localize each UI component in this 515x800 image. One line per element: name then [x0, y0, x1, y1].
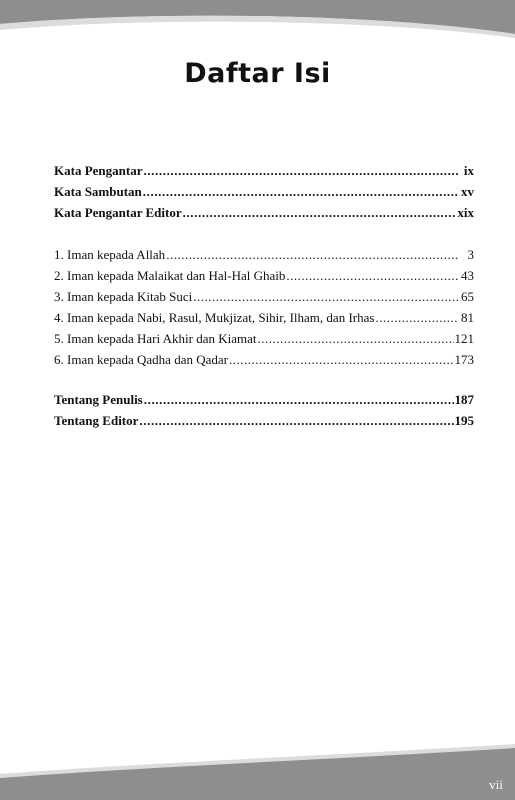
- toc-leader-dots: [193, 286, 459, 307]
- toc-leader-dots: [143, 160, 459, 181]
- toc-entry-label: Kata Pengantar: [54, 163, 143, 178]
- toc-entry-page: 187: [454, 392, 474, 407]
- toc-entry-page: 173: [454, 352, 474, 367]
- page-number-badge: vii: [480, 774, 512, 796]
- toc-entry-page: 65: [461, 289, 474, 304]
- toc-entry[interactable]: [54, 389, 474, 410]
- toc-entry-label: 2. Iman kepada Malaikat dan Hal-Hal Ghaib: [54, 268, 286, 283]
- toc-entry[interactable]: [54, 410, 474, 431]
- toc-leader-dots: [183, 202, 457, 223]
- toc-leader-dots: [139, 410, 453, 431]
- toc-entry-label: 6. Iman kepada Qadha dan Qadar: [54, 352, 228, 367]
- toc-entry[interactable]: [54, 202, 474, 223]
- toc-front-matter: [54, 160, 474, 223]
- toc-entry-label: Tentang Penulis: [54, 392, 143, 407]
- top-decorative-band: [0, 0, 515, 40]
- toc-entry-label: 4. Iman kepada Nabi, Rasul, Mukjizat, Sihir, Ilham, dan Irhas: [54, 310, 375, 325]
- toc-entry-label: 1. Iman kepada Allah: [54, 247, 166, 262]
- toc-entry-page: 43: [461, 268, 474, 283]
- toc-leader-dots: [144, 389, 454, 410]
- toc-entry-label: Tentang Editor: [54, 413, 139, 428]
- toc-entry[interactable]: [54, 244, 474, 265]
- toc-leader-dots: [375, 307, 459, 328]
- toc-entry-label: 3. Iman kepada Kitab Suci: [54, 289, 193, 304]
- toc-entry[interactable]: [54, 286, 474, 307]
- toc-entry[interactable]: [54, 328, 474, 349]
- toc-entry-page: 195: [454, 413, 474, 428]
- toc-entry-page: xix: [457, 205, 474, 220]
- toc-chapters: [54, 244, 474, 370]
- toc-leader-dots: [229, 349, 454, 370]
- toc-entry[interactable]: [54, 160, 474, 181]
- toc-entry-page: xv: [461, 184, 474, 199]
- page-title: Daftar Isi: [184, 58, 331, 89]
- toc-entry[interactable]: [54, 307, 474, 328]
- toc-entry-page: 121: [454, 331, 474, 346]
- toc-entry-page: 81: [461, 310, 474, 325]
- toc-entry[interactable]: [54, 265, 474, 286]
- toc-leader-dots: [258, 328, 454, 349]
- toc-entry[interactable]: [54, 349, 474, 370]
- toc-leader-dots: [143, 181, 459, 202]
- bottom-decorative-band: [0, 740, 515, 800]
- toc-back-matter: [54, 389, 474, 431]
- toc-leader-dots: [286, 265, 459, 286]
- toc-entry-page: ix: [463, 163, 474, 178]
- toc-entry-label: 5. Iman kepada Hari Akhir dan Kiamat: [54, 331, 257, 346]
- toc-entry[interactable]: [54, 181, 474, 202]
- toc-entry-label: Kata Pengantar Editor: [54, 205, 182, 220]
- toc-entry-label: Kata Sambutan: [54, 184, 142, 199]
- toc-entry-page: 3: [467, 247, 474, 262]
- toc-leader-dots: [166, 244, 459, 265]
